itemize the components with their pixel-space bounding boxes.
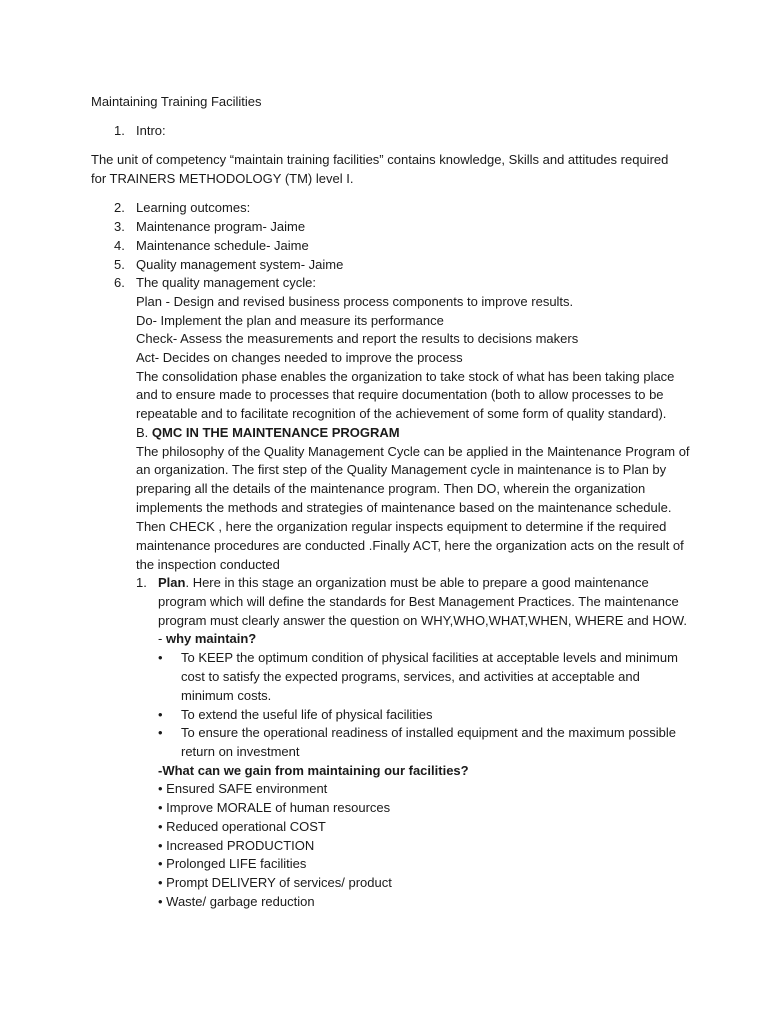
paragraph-line: The unit of competency “maintain training facilities” contains knowledge, Skills and attitudes required <box>91 152 669 167</box>
document-title: Maintaining Training Facilities <box>91 94 262 109</box>
list-number: 6. <box>114 275 125 290</box>
bullet-line: minimum costs. <box>181 688 272 703</box>
paragraph-line: the inspection conducted <box>136 557 280 572</box>
bullet-dot: • <box>158 650 163 665</box>
bullet-dot: • <box>158 725 163 740</box>
plan-first-line <box>158 574 649 592</box>
gain-item: • Ensured SAFE environment <box>158 781 328 796</box>
gain-item: • Prompt DELIVERY of services/ product <box>158 875 392 890</box>
cycle-line: Do- Implement the plan and measure its performance <box>136 313 444 328</box>
paragraph-line: preparing all the details of the maintenance program. Then DO, wherein the organization <box>136 481 646 496</box>
list-text: Quality management system- Jaime <box>136 257 344 272</box>
plan-line: program must clearly answer the question on WHY,WHO,WHAT,WHEN, WHERE and HOW. <box>158 613 688 628</box>
list-text: Maintenance program- Jaime <box>136 219 306 234</box>
cycle-line: The consolidation phase enables the organization to take stock of what has been taking place <box>136 369 675 384</box>
why-maintain-heading <box>158 630 256 648</box>
list-text: Learning outcomes: <box>136 200 251 215</box>
list-number: 5. <box>114 257 125 272</box>
gain-item: • Waste/ garbage reduction <box>158 894 315 909</box>
cycle-line: repeatable and to facilitate recognition of the achievement of some form of quality standard). <box>136 406 667 421</box>
paragraph-line: The philosophy of the Quality Management Cycle can be applied in the Maintenance Program of <box>136 444 690 459</box>
cycle-line: Check- Assess the measurements and report the results to decisions makers <box>136 331 579 346</box>
list-number: 2. <box>114 200 125 215</box>
gain-heading: -What can we gain from maintaining our facilities? <box>158 763 469 778</box>
gain-item: • Increased PRODUCTION <box>158 838 315 853</box>
why-prefix: - <box>158 631 166 646</box>
plan-label: Plan <box>158 575 186 590</box>
gain-item: • Prolonged LIFE facilities <box>158 856 307 871</box>
gain-item: • Improve MORALE of human resources <box>158 800 391 815</box>
list-text: Intro: <box>136 123 166 138</box>
cycle-line: Plan - Design and revised business process components to improve results. <box>136 294 574 309</box>
section-title: QMC IN THE MAINTENANCE PROGRAM <box>151 425 400 440</box>
section-prefix: B. <box>136 425 152 440</box>
paragraph-line: for TRAINERS METHODOLOGY (TM) level I. <box>91 171 354 186</box>
bullet-line: To KEEP the optimum condition of physical facilities at acceptable levels and minimum <box>181 650 678 665</box>
paragraph-line: Then CHECK , here the organization regular inspects equipment to determine if the required <box>136 519 667 534</box>
section-b-heading <box>136 424 400 442</box>
gain-item: • Reduced operational COST <box>158 819 326 834</box>
paragraph-line: an organization. The first step of the Quality Management cycle in maintenance is to Plan by <box>136 462 667 477</box>
bullet-dot: • <box>158 707 163 722</box>
plan-text: . Here in this stage an organization must be able to prepare a good maintenance <box>185 575 649 590</box>
bullet-line: return on investment <box>181 744 300 759</box>
bullet-line: cost to satisfy the expected programs, services, and activities at acceptable and <box>181 669 640 684</box>
cycle-line: Act- Decides on changes needed to improve the process <box>136 350 463 365</box>
list-number: 3. <box>114 219 125 234</box>
list-number: 1. <box>136 575 147 590</box>
bullet-line: To ensure the operational readiness of installed equipment and the maximum possible <box>181 725 677 740</box>
list-text: Maintenance schedule- Jaime <box>136 238 309 253</box>
paragraph-line: maintenance procedures are conducted .Finally ACT, here the organization acts on the result of <box>136 538 684 553</box>
cycle-line: and to ensure made to processes that require documentation (both to allow processes to be <box>136 387 664 402</box>
plan-line: program which will define the standards for Best Management Practices. The maintenance <box>158 594 679 609</box>
why-title: why maintain? <box>165 631 257 646</box>
paragraph-line: implements the methods and strategies of maintenance based on the maintenance schedule. <box>136 500 672 515</box>
bullet-line: To extend the useful life of physical facilities <box>181 707 433 722</box>
list-text: The quality management cycle: <box>136 275 316 290</box>
list-number: 4. <box>114 238 125 253</box>
list-number: 1. <box>114 123 125 138</box>
